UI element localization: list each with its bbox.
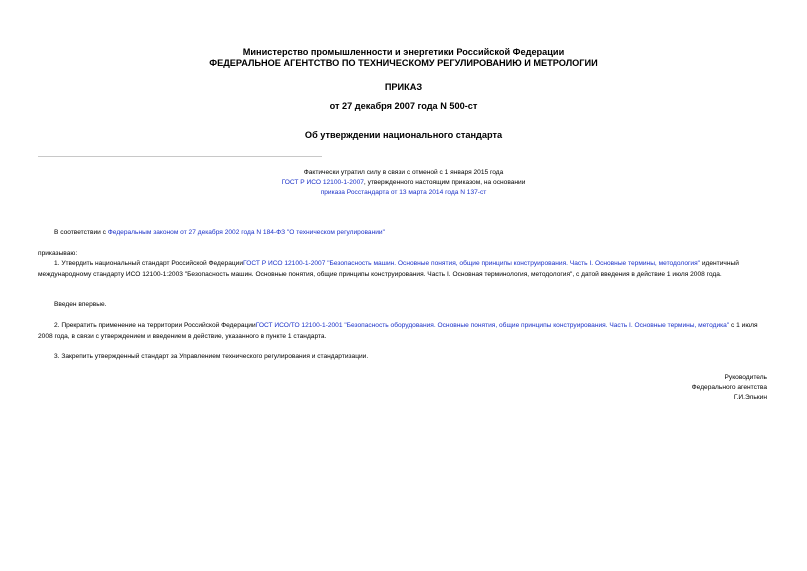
item2-paragraph [38, 320, 773, 342]
item1-text: 1. Утвердить национальный стандарт Российской Федерации [54, 260, 244, 267]
subject-heading: Об утверждении национального стандарта [304, 130, 503, 140]
signature-title1: Руководитель [724, 374, 767, 381]
item2-rest: с 1 июля 2008 года, в связи с утверждением и введением в действие, указанного в пункте 1 стандарта. [38, 322, 758, 340]
intro-paragraph [38, 227, 773, 238]
doc-type-heading: ПРИКАЗ [384, 82, 423, 92]
date-number-heading: от 27 декабря 2007 года N 500-ст [329, 101, 478, 111]
signature-name: Г.И.Элькин [733, 394, 767, 401]
federal-law-link[interactable]: Федеральным законом от 27 декабря 2002 года N 184-ФЗ "О техническом регулировании" [107, 229, 385, 236]
separator-line [38, 156, 322, 157]
item1-paragraph [38, 258, 773, 280]
rosstandart-order-link[interactable]: приказа Росстандарта от 13 марта 2014 года N 137-ст [320, 189, 487, 196]
status-note-line1: Фактически утратил силу в связи с отменой с 1 января 2015 года [303, 169, 504, 176]
gost-r-iso-12100-link[interactable]: ГОСТ Р ИСО 12100-1-2007 "Безопасность машин. Основные понятия, общие принципы конструирования. Часть I. Основные термины, методология" [243, 260, 701, 267]
item2-text: 2. Прекратить применение на территории Российской Федерации [54, 322, 256, 329]
agency-heading: ФЕДЕРАЛЬНОЕ АГЕНТСТВО ПО ТЕХНИЧЕСКОМУ РЕГУЛИРОВАНИЮ И МЕТРОЛОГИИ [209, 58, 598, 68]
gost-iso-to-12100-link[interactable]: ГОСТ ИСО/ТО 12100-1-2001 "Безопасность оборудования. Основные понятия, общие принципы конструирования. Часть I. Основные термины, методика" [255, 322, 730, 329]
order-word: приказываю: [38, 250, 78, 257]
introduced-note: Введен впервые. [54, 301, 107, 308]
status-note-text: , утвержденного настоящим приказом, на основании [363, 179, 526, 186]
gost-12100-2007-link[interactable]: ГОСТ Р ИСО 12100-1-2007 [281, 179, 364, 186]
item1-rest: идентичный международному стандарту ИСО 12100-1:2003 "Безопасность машин. Основные понятия, общие принципы конструирования. Часть I. Основная терминология, методология", с датой введения в действие 1 июля 2008 года. [38, 260, 739, 278]
status-note-line3 [0, 188, 807, 198]
signature-title2: Федерального агентства [691, 384, 767, 391]
ministry-heading: Министерство промышленности и энергетики Российской Федерации [242, 47, 565, 57]
item3-paragraph: 3. Закрепить утвержденный стандарт за Управлением технического регулирования и стандартизации. [54, 353, 369, 360]
status-note-line2 [0, 178, 807, 188]
intro-text: В соответствии с [54, 229, 108, 236]
